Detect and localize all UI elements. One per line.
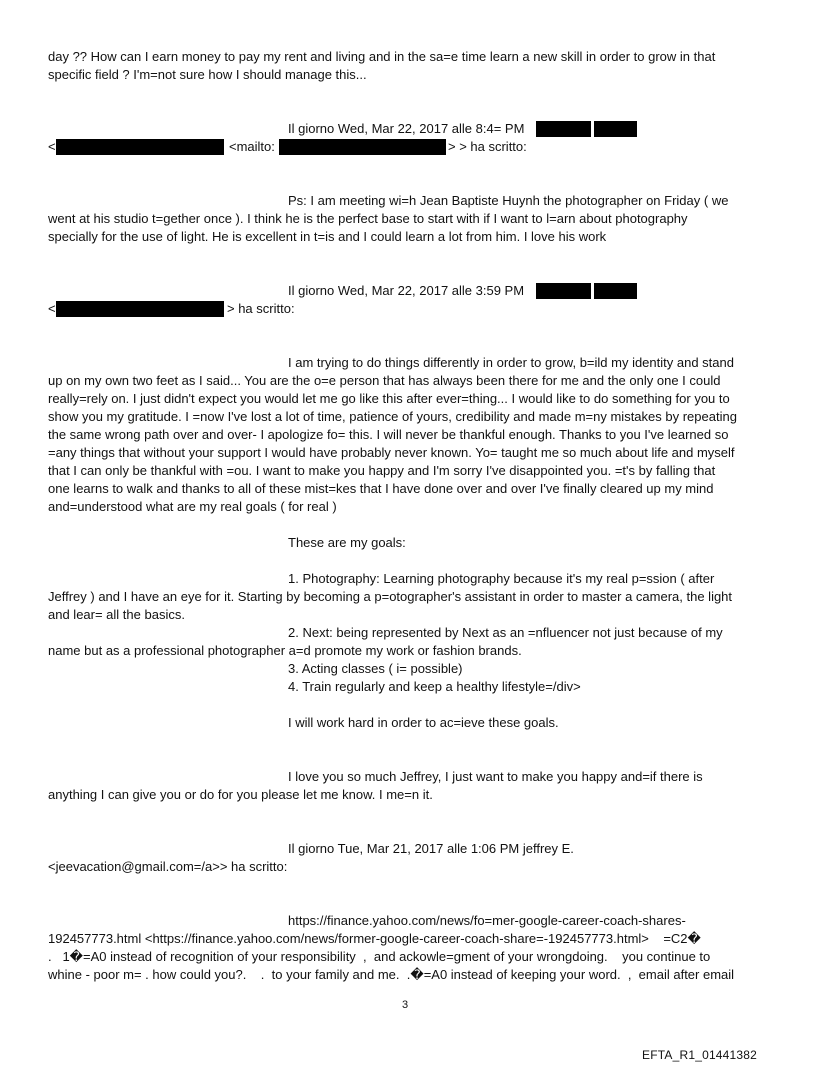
text-line: and=understood what are my real goals ( for real ) (48, 499, 337, 514)
redaction-block (56, 139, 224, 155)
text-line: specially for the use of light. He is excellent in t=is and I could learn a lot from him. I love his work (48, 229, 607, 244)
text-line: up on my own two feet as I said... You are the o=e person that has always been there for me and the only one I could (48, 373, 721, 388)
text-line: name but as a professional photographer a=d promote my work or fashion brands. (48, 643, 522, 658)
text-line: really=rely on. I just didn't expect you would let me go like this after ever=thing... I would like to do something for you to (48, 391, 730, 406)
reply-header: Il giorno Tue, Mar 21, 2017 alle 1:06 PM jeffrey E. (288, 841, 574, 856)
text-line: <mailto: (229, 139, 275, 154)
text-line: 192457773.html <https://finance.yahoo.com/news/former-google-career-coach-share=-192457773.html> =C2� (48, 931, 701, 946)
text-line: < (48, 301, 56, 316)
goal-item: 1. Photography: Learning photography because it's my real p=ssion ( after (288, 571, 715, 586)
goal-item: 2. Next: being represented by Next as an =nfluencer not just because of my (288, 625, 723, 640)
text-line: whine - poor m= . how could you?. . to your family and me. .�=A0 instead of keeping your word. , email after email (48, 967, 735, 982)
goal-item: 3. Acting classes ( i= possible) (288, 661, 463, 676)
redaction-block (56, 301, 224, 317)
text-line: . 1�=A0 instead of recognition of your responsibility , and ackowle=gment of your wrongdoing. you continue to (48, 949, 711, 964)
document-id: EFTA_R1_01441382 (642, 1048, 758, 1062)
reply-header: Il giorno Wed, Mar 22, 2017 alle 3:59 PM (288, 283, 525, 298)
goals-heading: These are my goals: (288, 535, 406, 550)
text-line: that I can only be thankful with =ou. I want to make you happy and I'm sorry I've disappointed you. =t's by falling that (48, 463, 716, 478)
text-line: one learns to walk and thanks to all of these mist=kes that I have done over and over I've finally cleared up my mind (48, 481, 714, 496)
redaction-block (279, 139, 446, 155)
text-line: specific field ? I'm=not sure how I should manage this... (48, 67, 367, 82)
text-line: > > ha scritto: (448, 139, 527, 154)
text-line: Jeffrey ) and I have an eye for it. Starting by becoming a p=otographer's assistant in order to master a camera, the light (48, 589, 733, 604)
text-line: went at his studio t=gether once ). I think he is the perfect base to start with if I want to l=arn about photography (48, 211, 688, 226)
text-line: day ?? How can I earn money to pay my rent and living and in the sa=e time learn a new skill in order to grow in that (48, 49, 716, 64)
reply-header: Il giorno Wed, Mar 22, 2017 alle 8:4= PM (288, 121, 525, 136)
text-line: I am trying to do things differently in order to grow, b=ild my identity and stand (288, 355, 734, 370)
goal-item: 4. Train regularly and keep a healthy lifestyle=/div> (288, 679, 581, 694)
text-line: and lear= all the basics. (48, 607, 185, 622)
text-line: I love you so much Jeffrey, I just want to make you happy and=if there is (288, 769, 703, 784)
text-line: <jeevacation@gmail.com=/a>> ha scritto: (48, 859, 288, 874)
redaction-block (536, 283, 591, 299)
redaction-block (594, 283, 637, 299)
text-line: I will work hard in order to ac=ieve these goals. (288, 715, 559, 730)
text-line: > ha scritto: (227, 301, 295, 316)
text-line: the same wrong path over and over- I apologize fo= this. I will never be thankful enough. Thanks to you I've learned so (48, 427, 729, 442)
text-line: anything I can give you or do for you please let me know. I me=n it. (48, 787, 433, 802)
text-line: =any things that without your support I would have probably never known. Yo= taught me so much about life and myself (48, 445, 735, 460)
text-line: Ps: I am meeting wi=h Jean Baptiste Huynh the photographer on Friday ( we (288, 193, 729, 208)
redaction-block (536, 121, 591, 137)
text-line: https://finance.yahoo.com/news/fo=mer-google-career-coach-shares- (288, 913, 686, 928)
text-line: show you my gratitude. I =now I've lost a lot of time, patience of yours, credibility and made m=ny mistakes by repeating (48, 409, 737, 424)
text-line: < (48, 139, 56, 154)
page-number: 3 (402, 999, 409, 1011)
redaction-block (594, 121, 637, 137)
